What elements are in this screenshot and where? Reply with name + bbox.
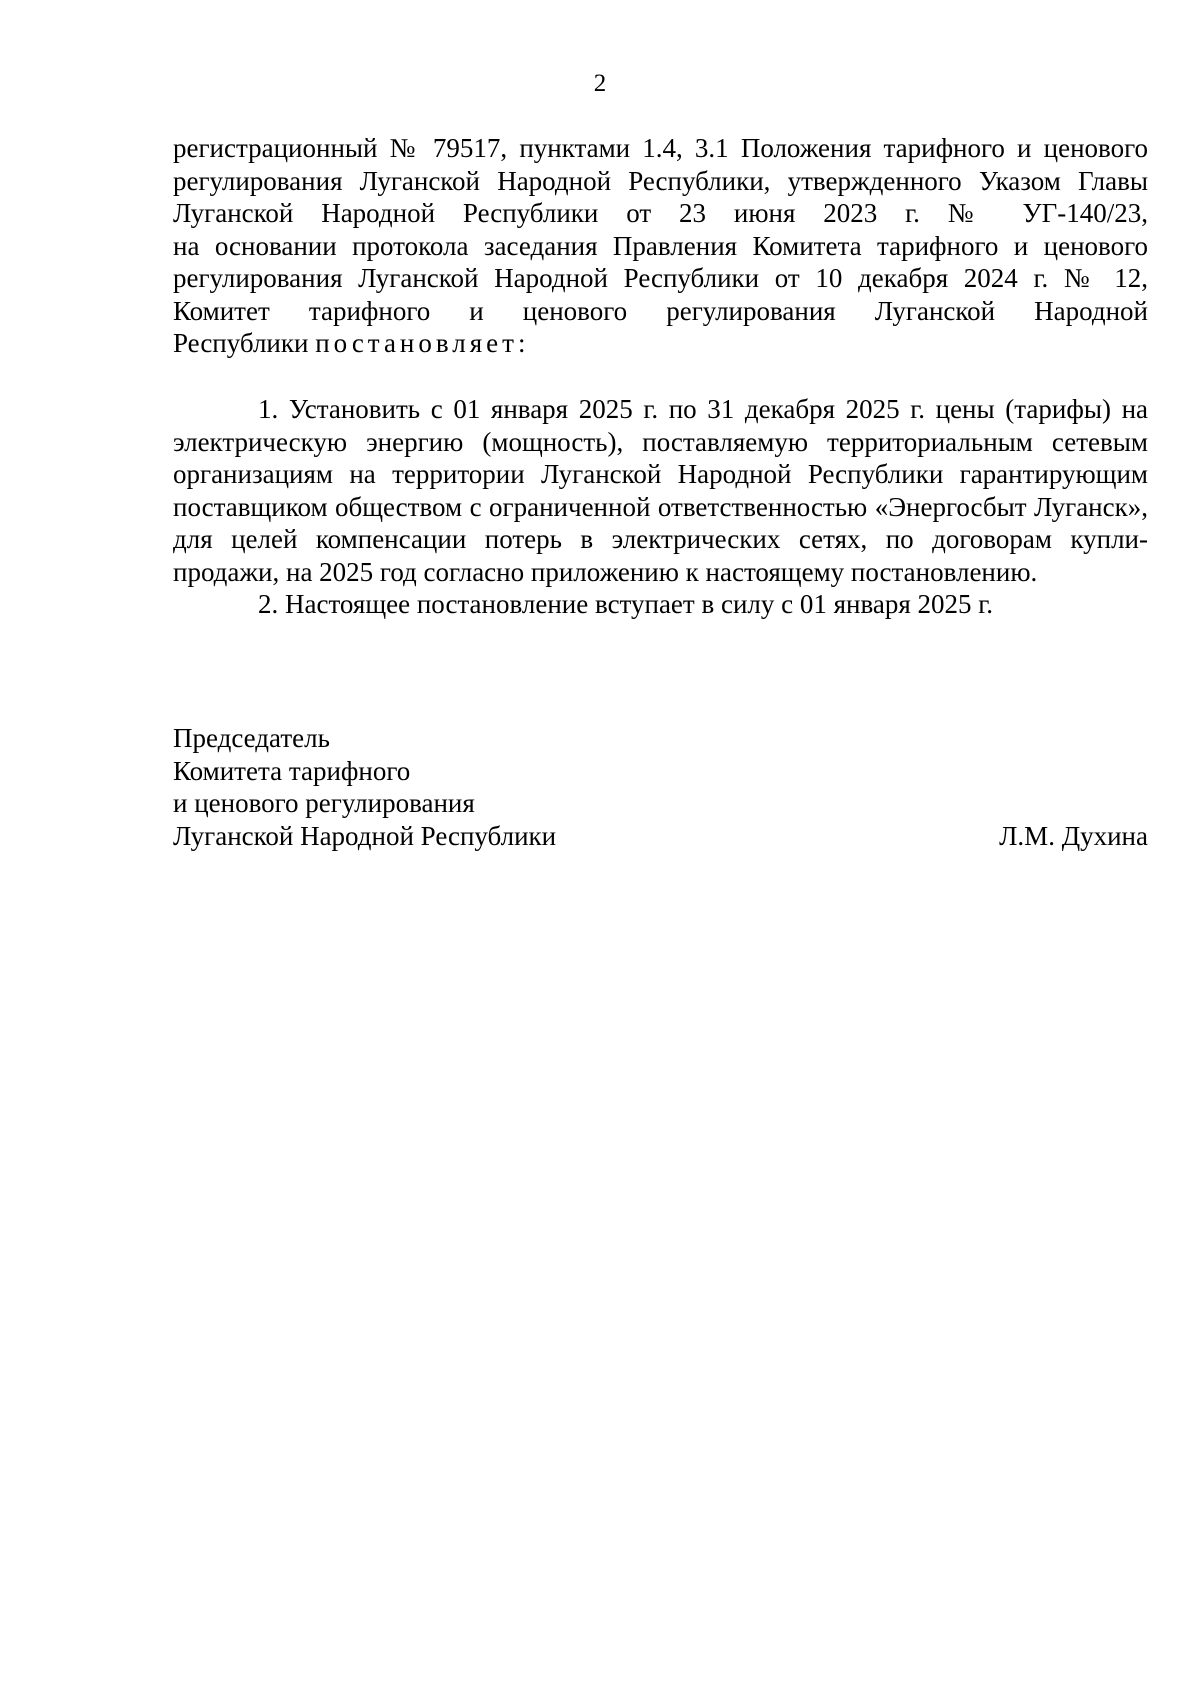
intro-line: регистрационный № 79517, пунктами 1.4, 3.1 Положения тарифного и ценового: [173, 133, 1148, 163]
intro-line-final: [173, 327, 1148, 360]
signature-title-line: и ценового регулирования: [173, 788, 475, 818]
intro-line: Луганской Народной Республики от 23 июня 2023 г. № УГ-140/23,: [173, 198, 1148, 228]
page-number: 2: [593, 70, 607, 97]
intro-line: на основании протокола заседания Правления Комитета тарифного и ценового: [173, 230, 1148, 261]
resolution-point-2: 2. Настоящее постановление вступает в силу с 01 января 2025 г.: [258, 589, 994, 619]
intro-line: Комитет тарифного и ценового регулирования Луганской Народной: [173, 295, 1148, 326]
intro-line-text: Республики: [173, 328, 316, 358]
signature-title-line: Комитета тарифного: [173, 755, 411, 786]
signature-row: [173, 820, 1148, 853]
resolves-word: постановляет:: [315, 328, 530, 358]
signature-title-line: Луганской Народной Республики: [173, 820, 557, 851]
intro-paragraph: [173, 132, 1148, 360]
signature-title-line: Председатель: [173, 723, 330, 753]
intro-line: регулирования Луганской Народной Республики от 10 декабря 2024 г. № 12,: [173, 263, 1148, 293]
signature-block: [173, 722, 1148, 852]
signatory-name: Л.М. Духина: [999, 820, 1148, 851]
resolution-points: [173, 393, 1148, 621]
intro-line: регулирования Луганской Народной Республики, утвержденного Указом Главы: [173, 165, 1148, 196]
resolution-point-1: 1. Установить с 01 января 2025 г. по 31 декабря 2025 г. цены (тарифы) на электрическую энергию (мощность), поставляемую территориальным сетевым организациям на территории Луганской Народной Республики гарантирующим поставщиком обществом с ограниченной ответственностью «Энергосбыт Луганск», для целей компенсации потерь в электрических сетях, по договорам купли-продажи, на 2025 год согласно приложению к настоящему постановлению.: [173, 394, 1148, 587]
